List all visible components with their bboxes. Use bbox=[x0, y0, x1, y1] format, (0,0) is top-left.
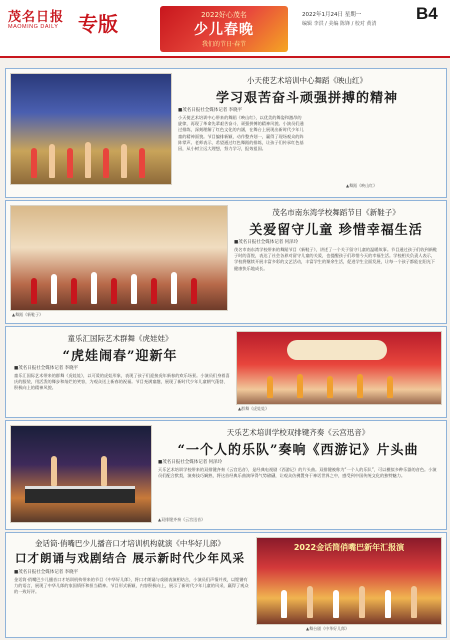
article-3 bbox=[5, 326, 447, 418]
article-1-photo bbox=[10, 73, 172, 185]
article-5-byline: ■茂名日报社全媒体记者 李晓平 bbox=[14, 570, 79, 575]
article-2-caption: ▲舞蹈《新鞋子》 bbox=[12, 312, 44, 317]
page-number: B4 bbox=[416, 4, 438, 23]
article-4-headline: “一个人的乐队”奏响《西游记》片头曲 bbox=[177, 443, 419, 458]
article-5-kicker: 金话筒·俏嘴巴少儿播音口才培训机构就演《中华好儿郎》 bbox=[35, 539, 225, 548]
article-5-caption: ▲舞台剧《中华好儿郎》 bbox=[306, 626, 350, 631]
article-4-caption: ▲双排键齐奏《云宫迅音》 bbox=[158, 517, 206, 522]
issue-date: 2022年1月24日 星期一 bbox=[302, 12, 362, 18]
banner-sub-text: 我们的节日·春节 bbox=[202, 41, 246, 48]
article-5-photo bbox=[256, 537, 442, 625]
article-3-kicker: 童乐汇国际艺术群舞《虎娃娃》 bbox=[67, 334, 173, 343]
article-1-headline: 学习艰苦奋斗顽强拼搏的精神 bbox=[215, 91, 398, 106]
article-5-headline: 口才朗诵与戏剧结合 展示新时代少年风采 bbox=[14, 551, 245, 565]
masthead-subtitle: MAOMING DAILY bbox=[8, 24, 59, 30]
article-4 bbox=[5, 420, 447, 530]
banner-top-text: 2022好心茂名 bbox=[201, 11, 247, 19]
article-1-body-left: 小天使艺术培训中心带来的舞蹈《映山红》，以优美的舞姿和激昂的旋律，再现了革命先辈艰苦奋斗、顽强拼搏的精神风貌。小演员们通过排练，深刻理解了红色文化的内涵，在舞台上展现出新时代少年儿童的精神面貌。节目编排新颖，动作整齐划一，赢得了现场观众的阵阵掌声。老师表示，希望通过红色舞蹈的排练，让孩子们传承红色基因，从小树立远大理想，努力学习，报效祖国。 bbox=[178, 115, 304, 152]
article-2-headline: 关爱留守儿童 珍惜幸福生活 bbox=[249, 223, 423, 238]
article-2-body: 茂名市南东湾学校带来的舞蹈节目《新鞋子》，讲述了一个关于留守儿童的温暖故事。节目通过孩子们收到新鞋子时的喜悦，表达了社会各界对留守儿童的关爱，也提醒孩子们珍惜今天的幸福生活。学校相关负责人表示，学校将继续开展丰富多彩的文艺活动，丰富学生的课余生活，促进学生全面发展，让每一个孩子都能在阳光下健康快乐地成长。 bbox=[234, 247, 438, 271]
header-divider bbox=[0, 56, 450, 58]
article-1-byline: ■茂名日报社全媒体记者 李晓平 bbox=[178, 108, 243, 113]
staff-credits: 编辑 李洪 / 美编 陈锋 / 校对 黄清 bbox=[302, 21, 377, 27]
article-2-photo bbox=[10, 205, 228, 311]
article-3-headline: “虎娃闹春”迎新年 bbox=[62, 349, 178, 364]
edition-label: 专版 bbox=[78, 12, 118, 36]
article-4-body: 天乐艺术培训学校带来的双排键齐奏《云宫迅音》，是经典电视剧《西游记》的片头曲。双排键被称为“一个人的乐队”，可以模拟多种乐器的音色。小演员们配合默契，演奏技巧娴熟，将这首经典乐曲演绎得气势磅礴，让观众仿佛置身于神话世界之中，感受到中国传统文化的独特魅力。 bbox=[158, 467, 437, 479]
article-2-byline: ■茂名日报社全媒体记者 何泽玲 bbox=[234, 240, 299, 245]
masthead-title: 茂名日报 bbox=[8, 10, 65, 25]
article-1-kicker: 小天使艺术培训中心舞蹈《映山红》 bbox=[247, 76, 367, 85]
article-3-caption: ▲群舞《虎娃娃》 bbox=[238, 406, 270, 411]
banner-main-text: 少儿春晚 bbox=[194, 22, 254, 38]
photo-stage-sign bbox=[287, 340, 387, 360]
article-4-byline: ■茂名日报社全媒体记者 何泽玲 bbox=[158, 460, 223, 465]
article-5-photo-banner: 2022金话筒俏嘴巴新年汇报演 bbox=[293, 543, 405, 552]
article-4-photo bbox=[10, 425, 152, 523]
article-3-body: 童乐汇国际艺术带来的群舞《虎娃娃》，以可爱的虎娃形象，表现了孩子们迎接虎年新春的欢乐场景。小演员们身着喜庆的服装，用活泼的舞步和灿烂的笑容，为观众送上新春的祝福。节目充满童趣，展现了新时代少年儿童朝气蓬勃、积极向上的精神风貌。 bbox=[14, 373, 230, 391]
article-2 bbox=[5, 200, 447, 324]
article-3-photo bbox=[236, 331, 442, 405]
event-banner bbox=[160, 6, 288, 52]
article-1 bbox=[5, 68, 447, 198]
article-3-byline: ■茂名日报社全媒体记者 李晓平 bbox=[14, 366, 79, 371]
article-1-caption: ▲舞蹈《映山红》 bbox=[346, 183, 378, 188]
keyboard-shape bbox=[25, 486, 135, 503]
article-1-body-right bbox=[310, 115, 438, 181]
article-5-body: 金话筒·俏嘴巴少儿播音口才培训机构带来的节目《中华好儿郎》，将口才朗诵与戏剧表演相结合，小演员们声情并茂，以铿锵有力的语言，展现了中华儿郎的家国情怀和担当精神。节目形式新颖，内容积极向上，展示了新时代少年儿童的风采，赢得了观众的一致好评。 bbox=[14, 577, 249, 595]
article-5 bbox=[5, 532, 447, 638]
article-4-kicker: 天乐艺术培训学校双排键齐奏《云宫迅音》 bbox=[226, 428, 370, 437]
article-2-kicker: 茂名市南东湾学校舞蹈节目《新鞋子》 bbox=[272, 208, 400, 217]
